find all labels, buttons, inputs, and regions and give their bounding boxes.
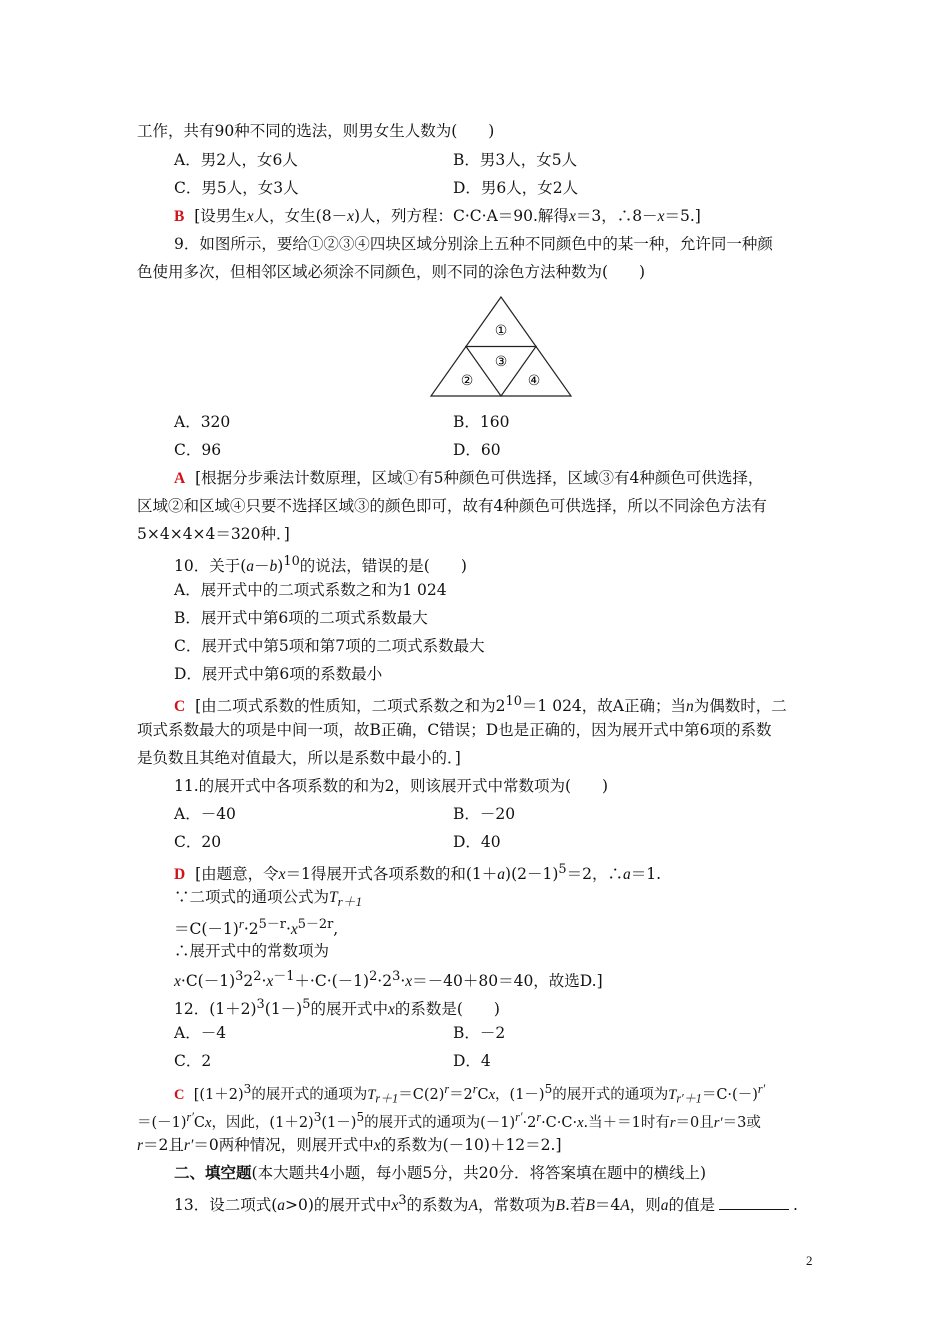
page-number: 2: [806, 1253, 813, 1268]
q8-stem-tail: 工作，共有90种不同的选法，则男女生人数为( ): [137, 122, 495, 140]
answer-letter: B: [174, 208, 185, 225]
q11-option-a: A．－40: [174, 805, 236, 823]
answer-letter: C: [174, 698, 186, 716]
q10-option-b: B．展开式中第6项的二项式系数最大: [174, 609, 428, 627]
q11-option-c: C．20: [174, 833, 222, 851]
q11-option-d: D．40: [453, 833, 501, 851]
q11-answer-line1: D [由题意，令x＝1得展开式各项系数的和$(1+a)(2-1)^5=2$，∴a＝1.: [174, 862, 662, 884]
q13-stem: 13．设二项式(a>0)的展开式中$x^3$的系数为A，常数项为B.若B＝4A，则a的值是 .: [174, 1193, 798, 1215]
q12-option-a: A．－4: [174, 1024, 227, 1042]
section-2-title: 二、填空题: [174, 1163, 252, 1182]
q10-answer-line3: 是负数且其绝对值最大，所以是系数中最小的．]: [137, 749, 461, 767]
q8-option-b: B．男3人，女5人: [453, 151, 578, 169]
q9-option-a: A．320: [174, 413, 231, 431]
q11-answer-line4: ∴展开式中的常数项为: [174, 942, 330, 960]
region-label-3: ③: [494, 354, 508, 370]
q9-option-d: D．60: [453, 441, 501, 459]
answer-letter: D: [174, 866, 186, 884]
q12-answer-line2: $=(-1)^{r'}Cx$，因此，$(1+2)^3(1-)^5$的展开式的通项为$(-1)^{r'}\cdot 2^r\cdot C\cdot C\cdot x$.当＋＝1时有r＝0且r′＝3或: [137, 1110, 761, 1131]
section-2-heading: [174, 1163, 706, 1183]
region-label-2: ②: [460, 373, 474, 389]
q11-stem: 11.的展开式中各项系数的和为2，则该展开式中常数项为( ): [174, 777, 609, 795]
region-label-4: ④: [527, 373, 541, 389]
q8-option-a: A．男2人，女6人: [174, 151, 298, 169]
q10-stem: 10．关于$(a-b)^{10}$的说法，错误的是( ): [174, 554, 467, 576]
q12-option-b: B．－2: [453, 1024, 506, 1042]
q9-answer-line3: 5×4×4×4＝320种．]: [137, 525, 290, 543]
q12-answer-line3: r＝2且r′＝0两种情况，则展开式中x的系数为(－10)＋12＝2.]: [137, 1136, 562, 1154]
section-2-description: (本大题共4小题，每小题5分，共20分．将答案填在题中的横线上): [251, 1164, 707, 1182]
answer-letter: C: [174, 1086, 185, 1103]
answer-letter: A: [174, 470, 186, 487]
q10-option-d: D．展开式中第6项的系数最小: [174, 665, 383, 683]
q12-option-d: D．4: [453, 1052, 491, 1070]
region-label-1: ①: [494, 323, 508, 339]
q11-answer-line3: $=C(-1)^r\cdot 2^{5-r}\cdot x^{5-2r}$,: [174, 916, 339, 939]
q9-option-c: C．96: [174, 441, 222, 459]
q9-option-b: B．160: [453, 413, 510, 431]
q8-option-c: C．男5人，女3人: [174, 179, 299, 197]
answer-blank[interactable]: [719, 1195, 789, 1210]
q10-answer-line1: C [由二项式系数的性质知，二项式系数之和为$2^{10}=1$ 024，故A正确；当n为偶数时，二: [174, 694, 787, 716]
q9-stem-line1: 9．如图所示，要给①②③④四块区域分别涂上五种不同颜色中的某一种，允许同一种颜: [174, 235, 773, 253]
q9-answer-line2: 区域②和区域④只要不选择区域③的颜色即可，故有4种颜色可供选择，所以不同涂色方法有: [137, 497, 767, 515]
q9-stem-line2: 色使用多次，但相邻区域必须涂不同颜色，则不同的涂色方法种数为( ): [137, 263, 646, 281]
q10-answer-line2: 项式系数最大的项是中间一项，故B正确，C错误；D也是正确的，因为展开式中第6项的系数: [137, 721, 772, 739]
q12-stem: 12．$(1+2)^3(1-)^5$的展开式中x的系数是( ): [174, 997, 500, 1019]
q9-answer-line1: A [根据分步乘法计数原理，区域①有5种颜色可供选择，区域③有4种颜色可供选择，: [174, 469, 764, 487]
q8-option-d: D．男6人，女2人: [453, 179, 579, 197]
q10-option-a: A．展开式中的二项式系数之和为1 024: [174, 581, 447, 599]
q10-option-c: C．展开式中第5项和第7项的二项式系数最大: [174, 637, 485, 655]
q8-answer: B [设男生x人，女生(8－x)人，列方程：C·C·A＝90.解得x＝3，∴8－x＝5.]: [174, 207, 701, 225]
q11-answer-line5: $x\cdot C(-1)^32^2\cdot x^{-1}+\cdot C\cdot(-1)^2\cdot 2^3\cdot x=-40+80=40$，故选D.]: [174, 969, 603, 991]
q12-option-c: C．2: [174, 1052, 212, 1070]
q11-option-b: B．－20: [453, 805, 516, 823]
triangle-regions-figure: [428, 294, 574, 398]
q11-answer-line2: ∵二项式的通项公式为$T_{r+1}$: [174, 888, 363, 910]
q12-answer-line1: C [$(1+2)^3$的展开式的通项为$T_{r+1}=C(2)^r=2^rCx$，$(1-)^5$的展开式的通项为$T_{r'+1}=C\cdot(-)^{r'}$: [174, 1082, 766, 1106]
